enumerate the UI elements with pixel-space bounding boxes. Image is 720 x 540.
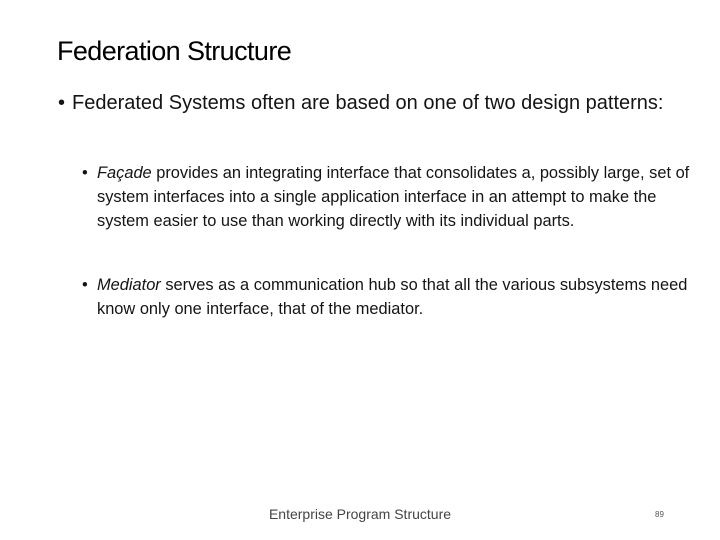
intro-bullet	[58, 89, 682, 118]
bullet-icon: •	[82, 276, 88, 294]
facade-term: Façade	[97, 164, 152, 182]
facade-description: provides an integrating interface that consolidates a, possibly large, set of system interfaces into a single application interface in an attempt to make the system easier to use than working directly with its individual parts.	[97, 164, 690, 230]
footer-text: Enterprise Program Structure	[268, 506, 452, 522]
mediator-term: Mediator	[97, 276, 161, 294]
mediator-description: serves as a communication hub so that all the various subsystems need know only one interface, that of the mediator.	[97, 276, 688, 318]
page-number: 89	[655, 510, 664, 519]
facade-bullet	[82, 161, 697, 233]
bullet-icon: •	[58, 92, 66, 114]
intro-text: Federated Systems often are based on one of two design patterns:	[72, 92, 664, 114]
slide-title: Federation Structure	[57, 36, 292, 66]
mediator-bullet	[82, 273, 697, 321]
bullet-icon: •	[82, 164, 88, 182]
